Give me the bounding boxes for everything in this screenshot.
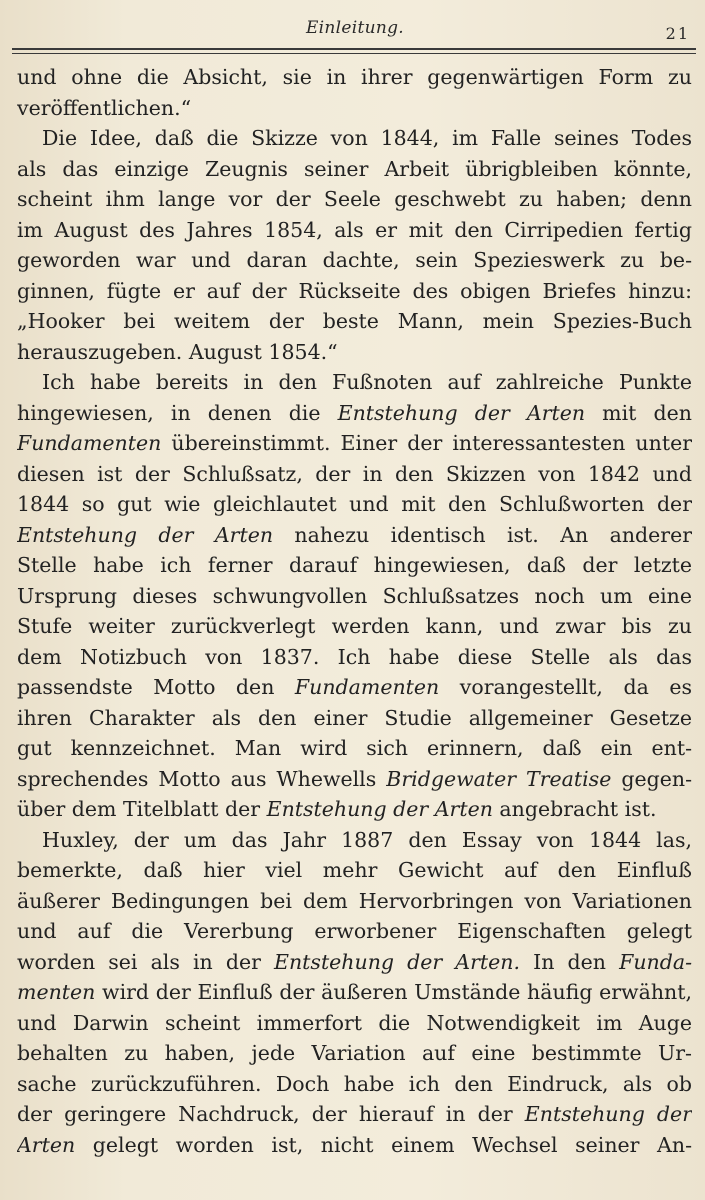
text-line: äußerer Bedingungen bei dem Hervorbringen von Variationen <box>17 888 692 913</box>
text-line: Stelle habe ich ferner darauf hingewiesen, daß der letzte <box>17 553 692 577</box>
text-line: herauszugeben. August 1854.“ <box>17 339 338 364</box>
text-line: behalten zu haben, jede Variation auf eine bestimmte Ur- <box>17 1041 692 1065</box>
header-title: Einleitung. <box>305 18 405 38</box>
text-line: sprechendes Motto aus Whewells Bridgewater Treatise gegen- <box>17 766 692 791</box>
text-line: geworden war und daran dachte, sein Spezieswerk zu be- <box>17 248 692 272</box>
text-line: sache zurückzuführen. Doch habe ich den Eindruck, als ob <box>17 1071 692 1096</box>
text-line: veröffentlichen.“ <box>17 95 192 120</box>
text-line: über dem Titelblatt der Entstehung der Arten angebracht ist. <box>17 797 657 821</box>
text-line: gut kennzeichnet. Man wird sich erinnern, daß ein ent- <box>17 736 692 760</box>
text-line: ginnen, fügte er auf der Rückseite des obigen Briefes hinzu: <box>17 278 692 303</box>
text-line: Ich habe bereits in den Fußnoten auf zahlreiche Punkte <box>42 370 692 394</box>
text-line: worden sei als in der Entstehung der Arten. In den Funda- <box>17 949 692 974</box>
header-rule-thin <box>12 53 696 54</box>
text-line: Stufe weiter zurückverlegt werden kann, und zwar bis zu <box>17 614 692 638</box>
text-line: Die Idee, daß die Skizze von 1844, im Falle seines Todes <box>42 126 692 150</box>
text-line: ihren Charakter als den einer Studie allgemeiner Gesetze <box>17 705 692 730</box>
text-line: der geringere Nachdruck, der hierauf in der Entstehung der <box>17 1102 692 1126</box>
text-line: Fundamenten übereinstimmt. Einer der interessantesten unter <box>17 431 692 455</box>
text-line: und auf die Vererbung erworbener Eigenschaften gelegt <box>17 919 692 943</box>
running-head <box>14 14 696 43</box>
text-line: menten wird der Einfluß der äußeren Umstände häufig erwähnt, <box>17 980 692 1004</box>
page-number: 21 <box>665 24 690 43</box>
header-rule-thick <box>12 48 696 50</box>
text-line: Huxley, der um das Jahr 1887 den Essay von 1844 las, <box>42 827 692 852</box>
text-line: im August des Jahres 1854, als er mit den Cirripedien fertig <box>17 217 692 242</box>
text-line: als das einzige Zeugnis seiner Arbeit übrigbleiben könnte, <box>17 156 692 181</box>
text-line: 1844 so gut wie gleichlautet und mit den Schlußworten der <box>17 492 692 516</box>
text-line: hingewiesen, in denen die Entstehung der Arten mit den <box>17 400 692 425</box>
text-line: und Darwin scheint immerfort die Notwendigkeit im Auge <box>17 1010 692 1035</box>
body-text <box>17 62 692 1160</box>
text-line: „Hooker bei weitem der beste Mann, mein Spezies-Buch <box>17 309 692 333</box>
text-line: Arten gelegt worden ist, nicht einem Wechsel seiner An- <box>17 1132 692 1157</box>
text-line: dem Notizbuch von 1837. Ich habe diese Stelle als das <box>17 644 692 669</box>
text-line: diesen ist der Schlußsatz, der in den Skizzen von 1842 und <box>17 461 692 486</box>
text-line: Entstehung der Arten nahezu identisch ist. An anderer <box>17 522 692 547</box>
text-line: und ohne die Absicht, sie in ihrer gegenwärtigen Form zu <box>17 65 692 89</box>
text-line: scheint ihm lange vor der Seele geschwebt zu haben; denn <box>17 187 692 211</box>
text-line: Ursprung dieses schwungvollen Schlußsatzes noch um eine <box>17 583 692 608</box>
text-line: passendste Motto den Fundamenten vorangestellt, da es <box>17 675 692 699</box>
text-line: bemerkte, daß hier viel mehr Gewicht auf den Einfluß <box>17 858 692 882</box>
